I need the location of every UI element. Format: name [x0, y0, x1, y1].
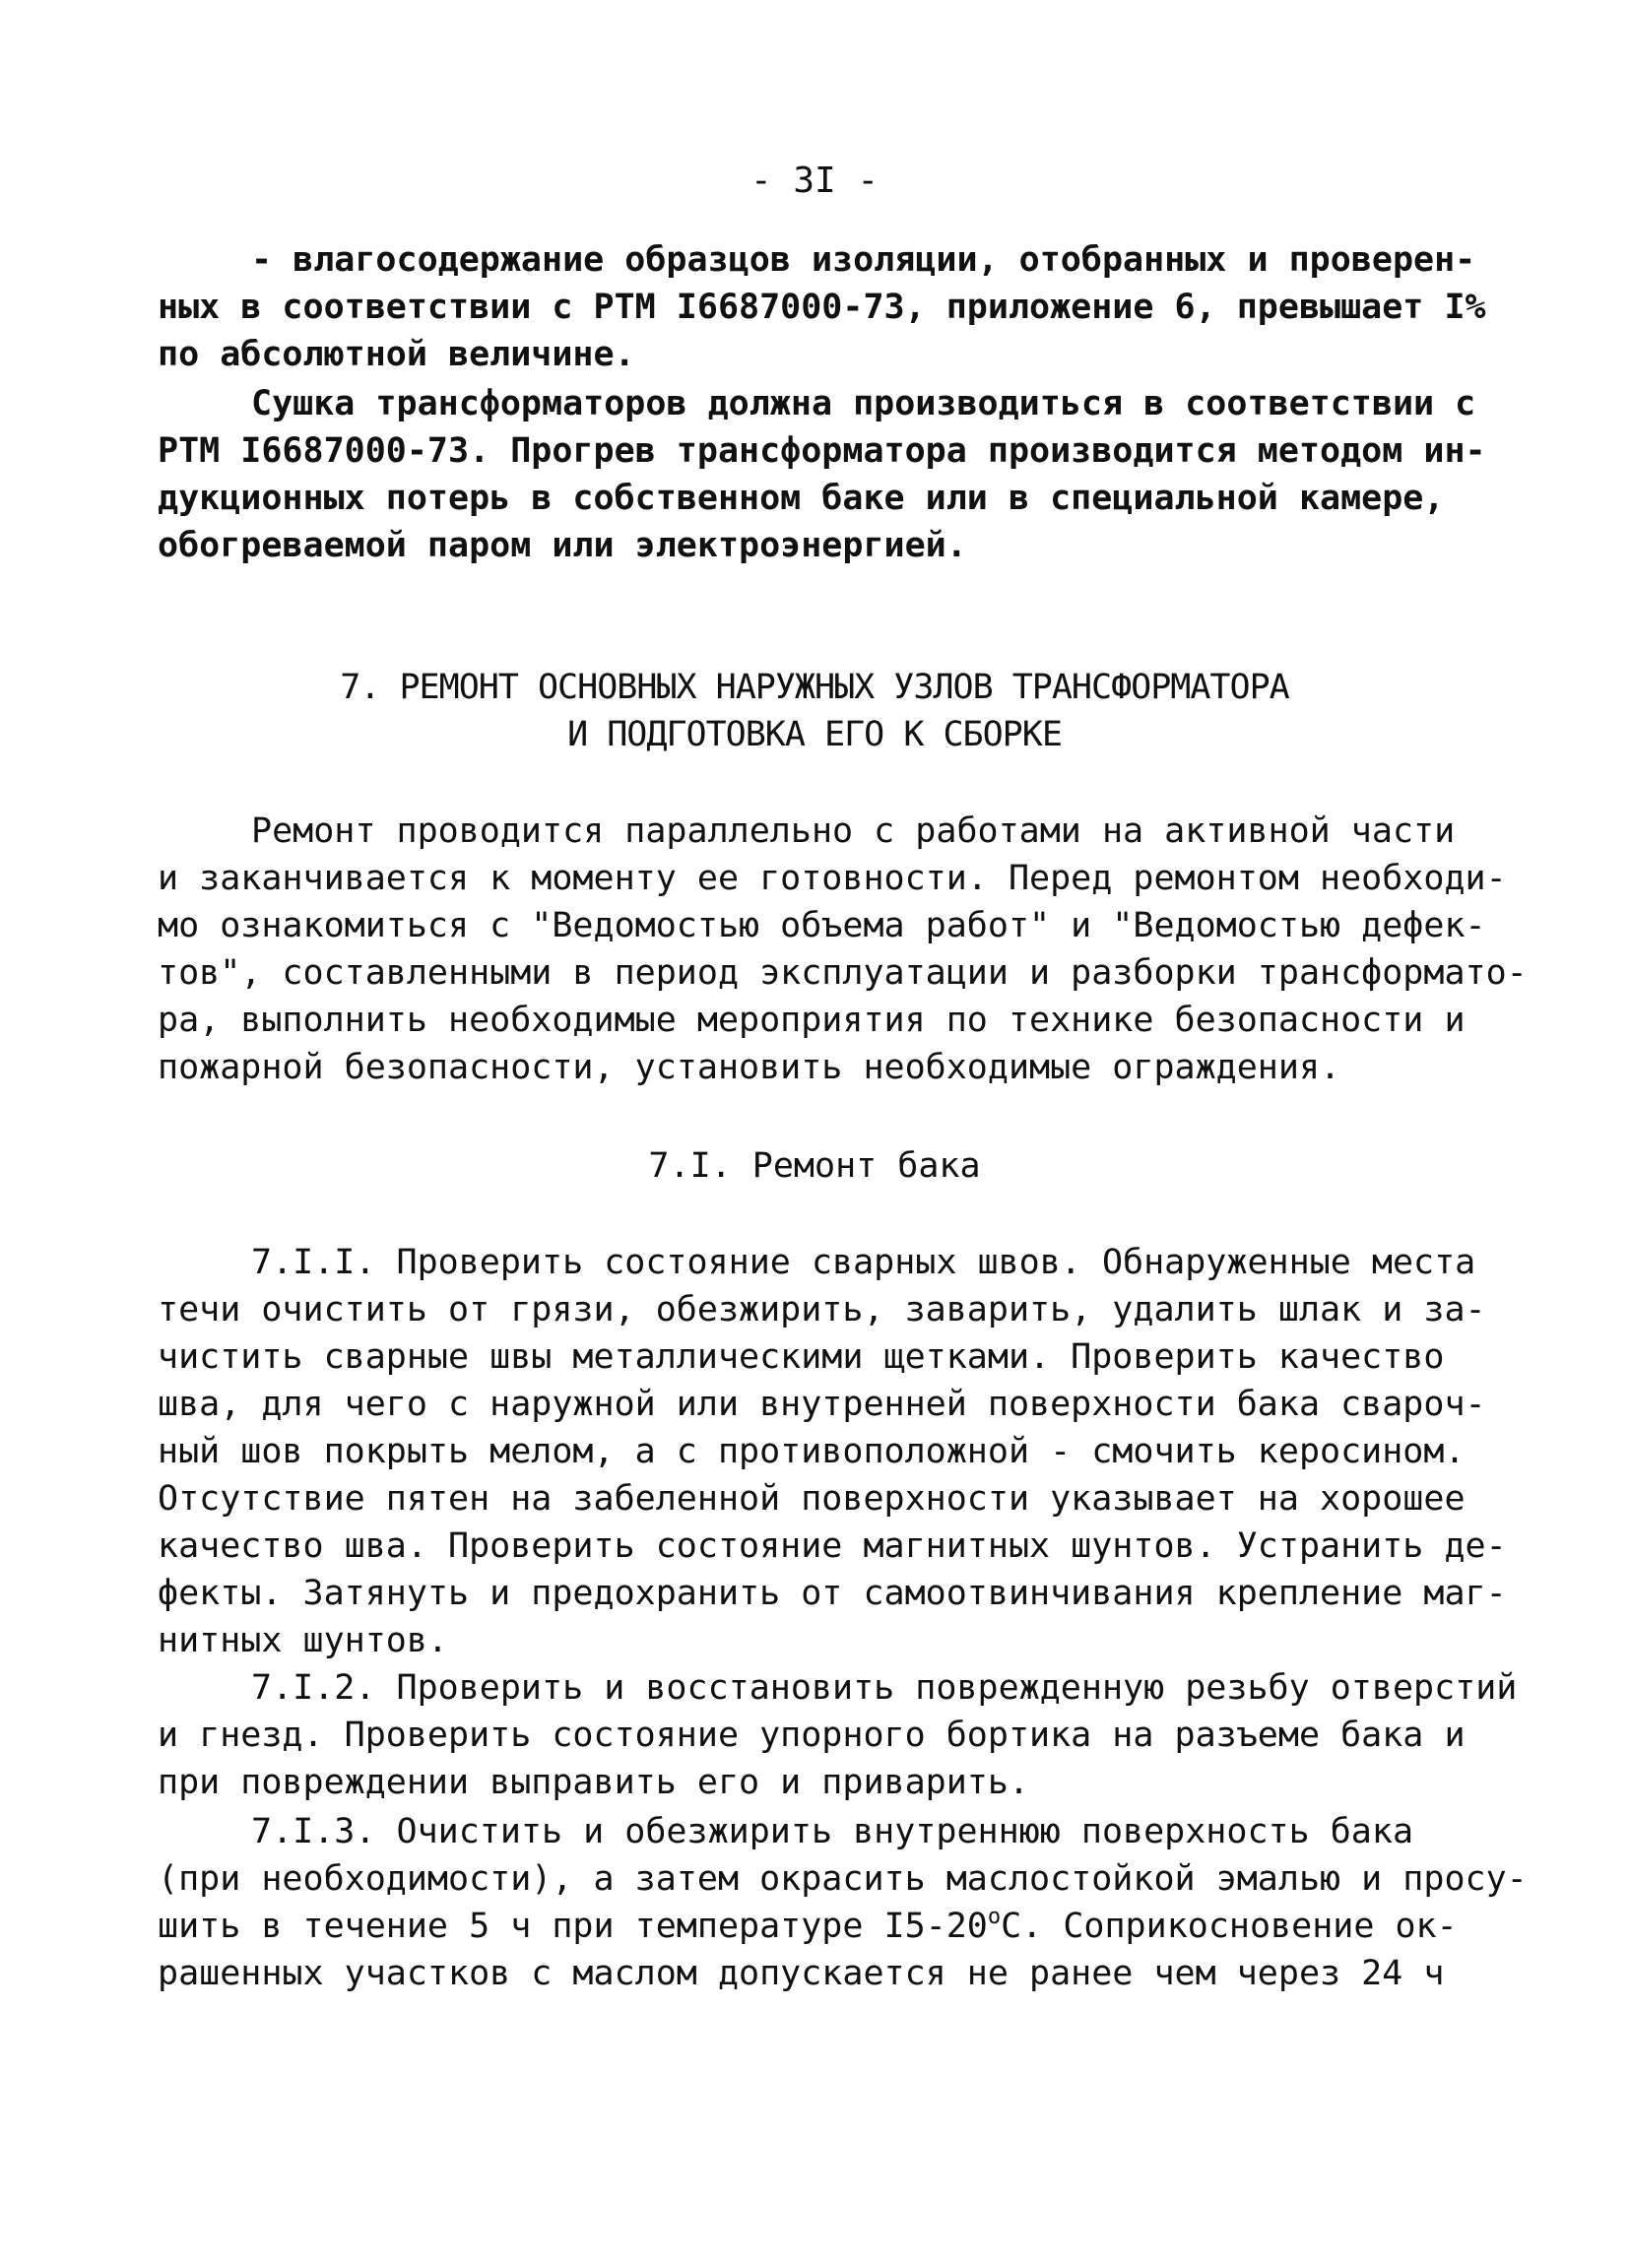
text-line: 7.I.I. Проверить состояние сварных швов. Обнаруженные места: [251, 1243, 1476, 1282]
text-line: (при необходимости), а затем окрасить маслостойкой эмалью и просу-: [158, 1859, 1528, 1899]
text-line: ра, выполнить необходимые мероприятия по технике безопасности и: [158, 1001, 1466, 1040]
text-line: ных в соответствии с РТМ I6687000-73, приложение 6, превышает I%: [158, 288, 1486, 327]
text-segment: С. Соприкосновение ок-: [1001, 1907, 1458, 1946]
text-line: дукционных потерь в собственном баке или в специальной камере,: [158, 479, 1445, 518]
text-line: рашенных участков с маслом допускается не ранее чем через 24 ч: [158, 1954, 1445, 1993]
text-line: [158, 1903, 1458, 1950]
page-number: - 3I -: [749, 161, 880, 201]
text-line: ный шов покрыть мелом, а с противоположной - смочить керосином.: [158, 1432, 1466, 1471]
text-line: РТМ I6687000-73. Прогрев трансформатора производится методом ин-: [158, 431, 1486, 471]
text-line: Ремонт проводится параллельно с работами на активной части: [251, 811, 1456, 851]
text-line: Сушка трансформаторов должна производиться в соответствии с: [251, 384, 1476, 423]
text-line: фекты. Затянуть и предохранить от самоотвинчивания крепление маг-: [158, 1574, 1507, 1613]
text-line: 7.I.2. Проверить и восстановить поврежденную резьбу отверстий: [251, 1668, 1518, 1708]
text-line: при повреждении выправить его и приварить.: [158, 1763, 1030, 1802]
text-line: 7.I.3. Очистить и обезжирить внутреннюю поверхность бака: [251, 1812, 1414, 1851]
section-heading-line: И ПОДГОТОВКА ЕГО К СБОРКЕ: [567, 715, 1062, 754]
text-segment: шить в течение 5 ч при температуре I5-20: [158, 1907, 988, 1946]
section-heading-line: 7. РЕМОНТ ОСНОВНЫХ НАРУЖНЫХ УЗЛОВ ТРАНСФОРМАТОРА: [340, 668, 1289, 707]
text-line: мо ознакомиться с "Ведомостью объема работ" и "Ведомостью дефек-: [158, 906, 1486, 945]
text-line: течи очистить от грязи, обезжирить, заварить, удалить шлак и за-: [158, 1290, 1486, 1329]
text-line: качество шва. Проверить состояние магнитных шунтов. Устранить де-: [158, 1526, 1507, 1566]
text-line: Отсутствие пятен на забеленной поверхности указывает на хорошее: [158, 1479, 1466, 1519]
text-line: - влагосодержание образцов изоляции, отобранных и проверен-: [251, 240, 1476, 280]
text-line: обогреваемой паром или электроэнергией.: [158, 526, 967, 565]
text-line: и гнезд. Проверить состояние упорного бортика на разъеме бака и: [158, 1716, 1466, 1755]
subsection-heading: 7.I. Ремонт бака: [648, 1146, 981, 1186]
degree-superscript: о: [987, 1905, 1002, 1929]
text-line: чистить сварные швы металлическими щетками. Проверить качество: [158, 1337, 1445, 1377]
text-line: и заканчивается к моменту ее готовности. Перед ремонтом необходи-: [158, 859, 1507, 898]
text-line: тов", составленными в период эксплуатации и разборки трансформато-: [158, 953, 1528, 993]
text-line: нитных шунтов.: [158, 1621, 449, 1660]
text-line: пожарной безопасности, установить необходимые ограждения.: [158, 1048, 1341, 1087]
text-line: по абсолютной величине.: [158, 335, 635, 374]
text-line: шва, для чего с наружной или внутренней поверхности бака свароч-: [158, 1385, 1486, 1424]
